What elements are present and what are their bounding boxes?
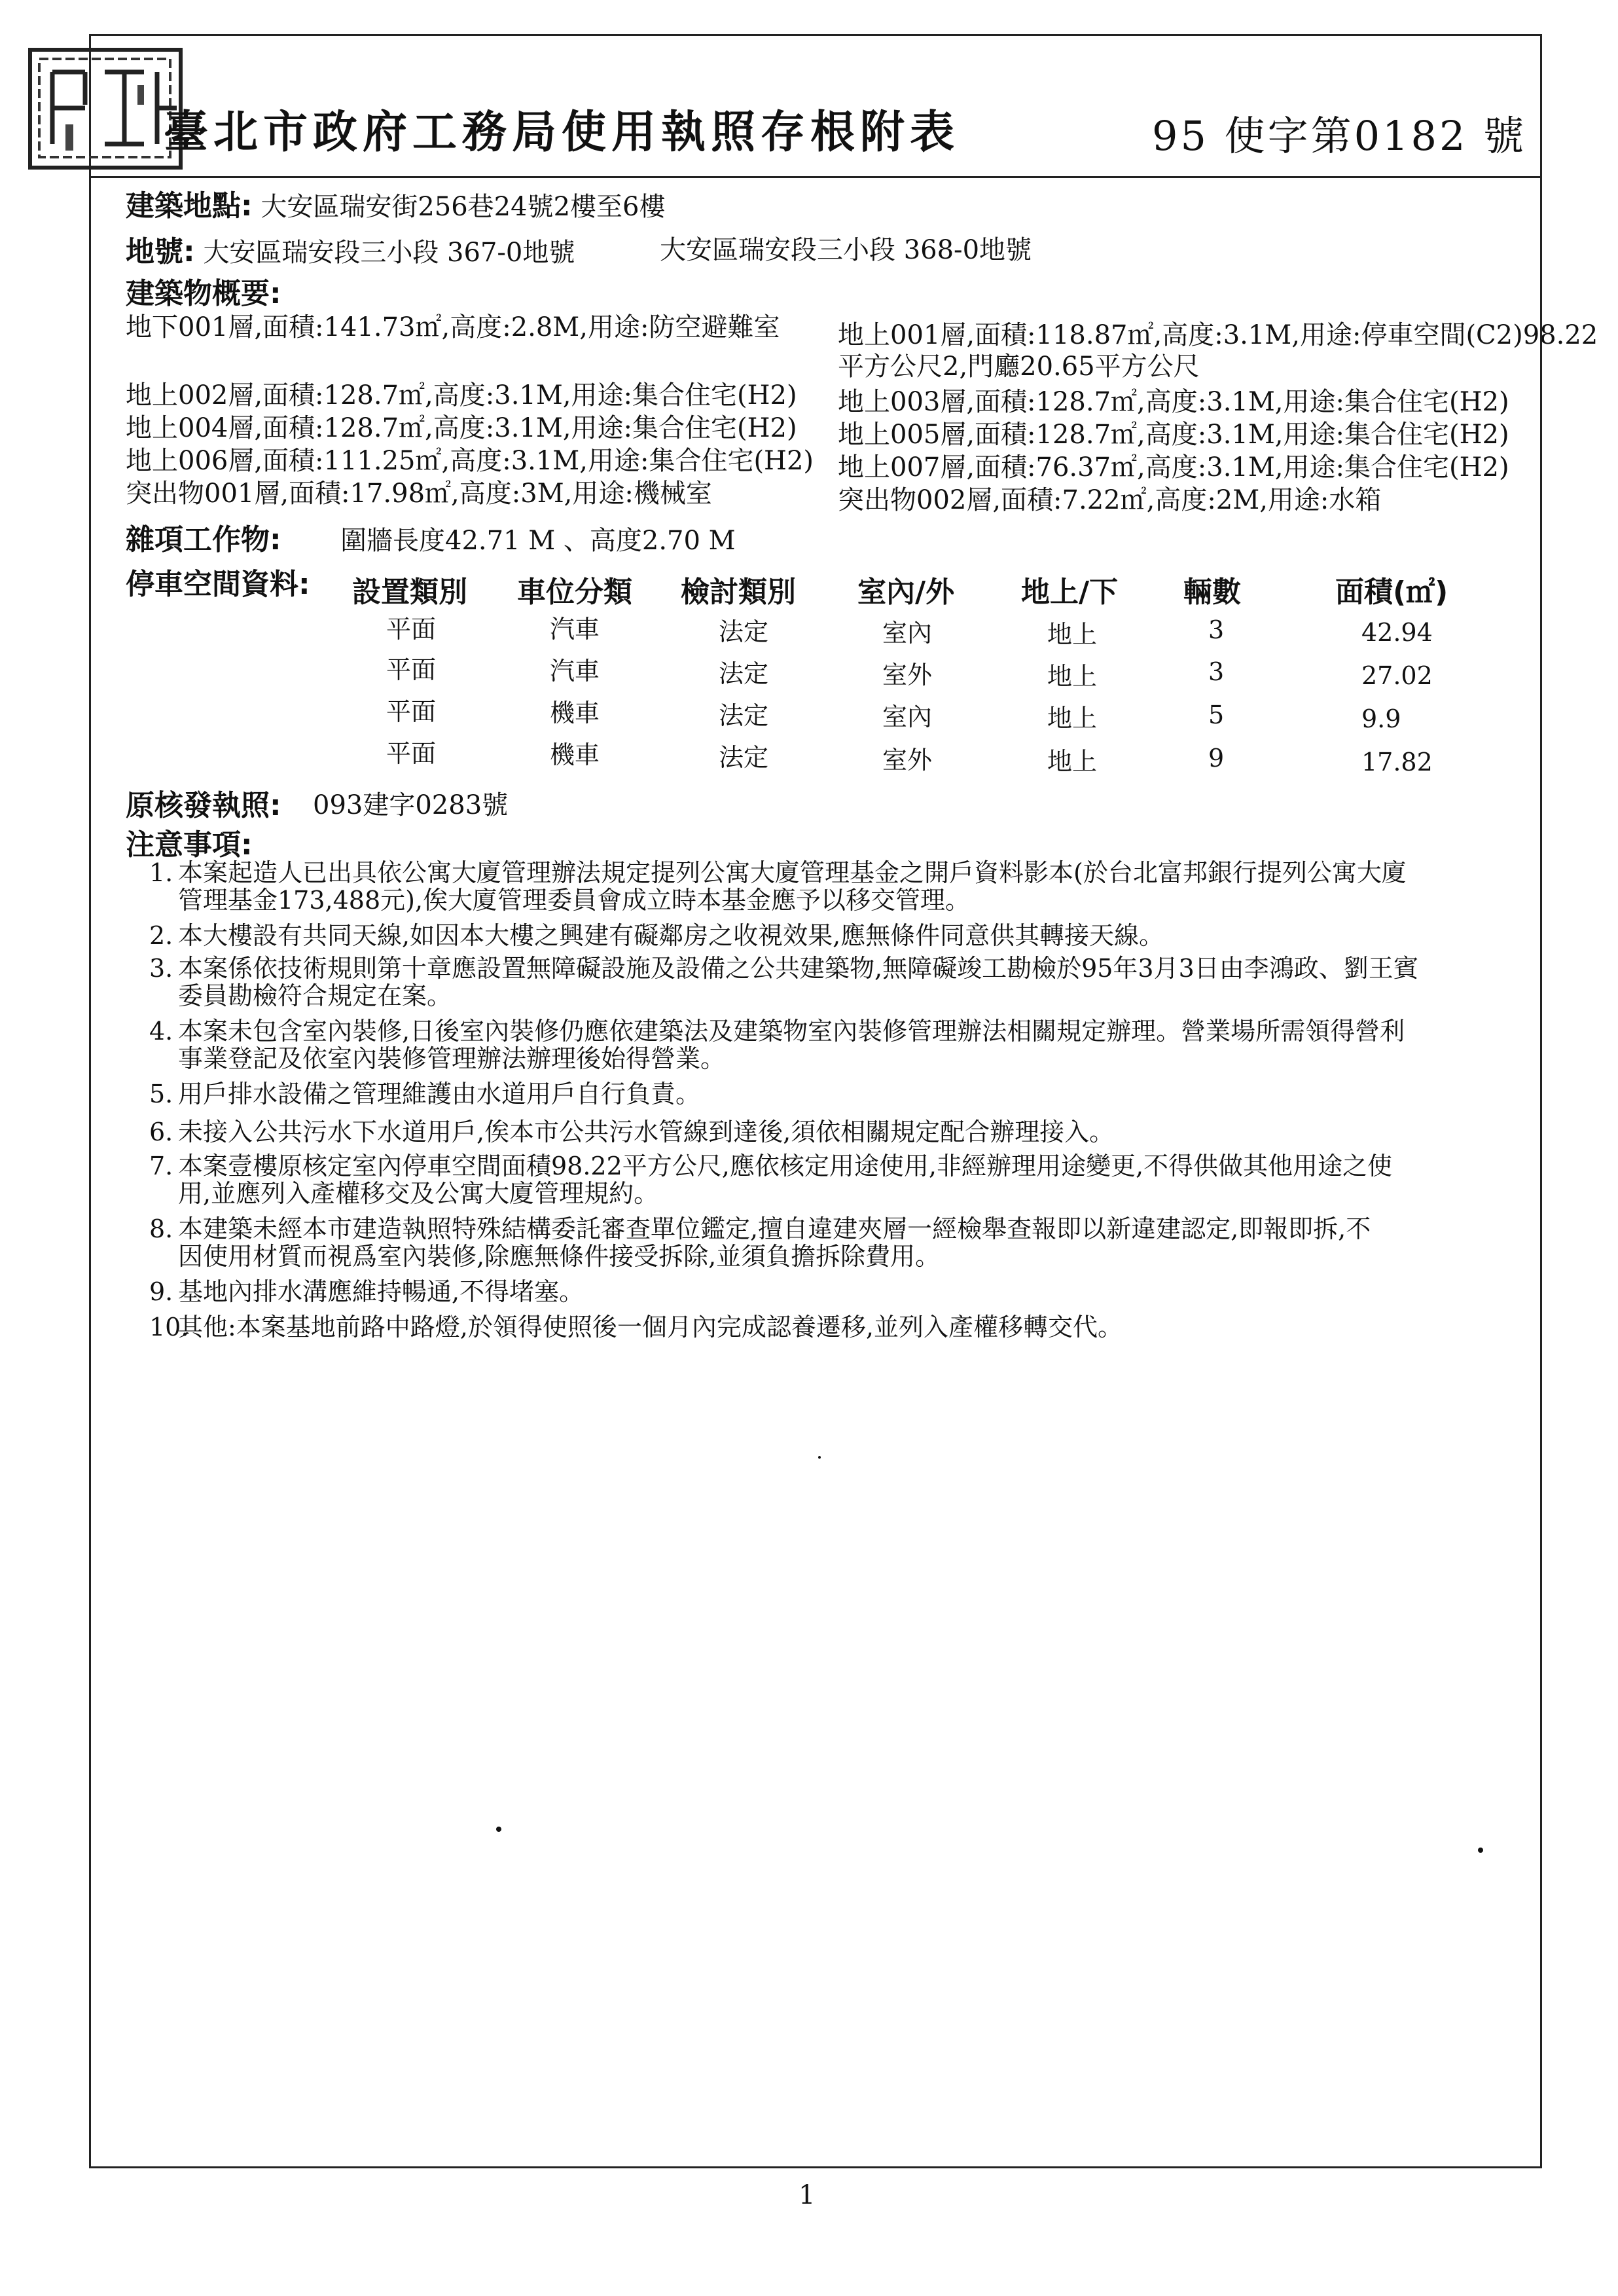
misc-value: 圍牆長度42.71 M 、高度2.70 M xyxy=(340,526,736,556)
table-cell: 法定 xyxy=(719,659,769,688)
note-item xyxy=(149,1152,1550,1207)
note-item xyxy=(149,1080,1550,1108)
note-number: 4. xyxy=(149,1017,173,1046)
note-number: 10. xyxy=(149,1313,189,1341)
table-cell: 9 xyxy=(1208,744,1225,773)
table-cell: 42.94 xyxy=(1361,618,1433,647)
table-cell: 3 xyxy=(1208,615,1225,644)
note-text: 本建築未經本市建造執照特殊結構委託審查單位鑑定,擅自違建夾層一經檢舉查報即以新違建認定,即報即拆,不 xyxy=(178,1214,1371,1243)
note-text: 其他:本案基地前路中路燈,於領得使照後一個月內完成認養遷移,並列入產權移轉交代。 xyxy=(178,1313,1123,1341)
address-label: 建築地點: xyxy=(126,189,253,223)
note-item xyxy=(149,1017,1550,1072)
note-text: 本案未包含室內裝修,日後室內裝修仍應依建築法及建築物室內裝修管理辦法相關規定辦理。營業場所需領得營利 xyxy=(178,1017,1405,1046)
overview-left-item: 地下001層,面積:141.73㎡,高度:2.8M,用途:防空避難室 xyxy=(126,312,780,342)
note-text: 委員勘檢符合規定在案。 xyxy=(178,981,452,1010)
address-line xyxy=(126,182,665,224)
overview-right-item: 地上005層,面積:128.7㎡,高度:3.1M,用途:集合住宅(H2) xyxy=(838,420,1509,450)
note-number: 3. xyxy=(149,954,173,983)
note-item xyxy=(149,1278,1550,1305)
parking-header: 車位分類 xyxy=(517,575,632,609)
original-permit-label: 原核發執照: xyxy=(126,789,281,822)
table-cell: 17.82 xyxy=(1361,748,1433,776)
lot-label: 地號: xyxy=(126,235,195,268)
table-cell: 地上 xyxy=(1047,620,1098,649)
note-item xyxy=(149,922,1550,949)
note-text: 因使用材質而視爲室內裝修,除應無條件接受拆除,並須負擔拆除費用。 xyxy=(178,1242,941,1271)
overview-right-item: 平方公尺2,門廳20.65平方公尺 xyxy=(838,352,1200,382)
parking-header: 設置類別 xyxy=(352,575,467,609)
table-cell: 室外 xyxy=(882,746,933,774)
table-cell: 汽車 xyxy=(550,615,600,644)
overview-left-item: 突出物001層,面積:17.98㎡,高度:3M,用途:機械室 xyxy=(126,479,712,509)
note-text: 本大樓設有共同天線,如因本大樓之興建有礙鄰房之收視效果,應無條件同意供其轉接天線。 xyxy=(178,921,1164,950)
parking-label: 停車空間資料: xyxy=(126,568,310,601)
note-item xyxy=(149,859,1550,914)
note-number: 5. xyxy=(149,1080,173,1108)
note-text: 基地內排水溝應維持暢通,不得堵塞。 xyxy=(178,1277,584,1306)
note-number: 1. xyxy=(149,858,173,887)
table-cell: 室內 xyxy=(882,702,933,731)
table-cell: 地上 xyxy=(1047,704,1098,733)
note-item xyxy=(149,1118,1550,1146)
overview-label: 建築物概要: xyxy=(126,277,281,310)
parking-header: 地上/下 xyxy=(1021,575,1119,609)
table-cell: 27.02 xyxy=(1361,661,1433,690)
table-cell: 室內 xyxy=(882,619,933,647)
table-cell: 平面 xyxy=(386,739,437,768)
note-number: 7. xyxy=(149,1152,173,1180)
note-text: 用,並應列入產權移交及公寓大廈管理規約。 xyxy=(178,1179,659,1208)
note-text: 管理基金173,488元),俟大廈管理委員會成立時本基金應予以移交管理。 xyxy=(178,886,971,915)
lot-value-2: 大安區瑞安段三小段 368-0地號 xyxy=(660,235,1032,265)
parking-header: 檢討類別 xyxy=(681,575,796,609)
table-cell: 機車 xyxy=(550,699,600,727)
table-cell: 汽車 xyxy=(550,657,600,685)
notes-label: 注意事項: xyxy=(126,828,253,862)
note-text: 本案係依技術規則第十章應設置無障礙設施及設備之公共建築物,無障礙竣工勘檢於95年3月3日由李鴻政、劉王賓 xyxy=(178,954,1418,983)
scan-speck xyxy=(818,1456,821,1459)
table-cell: 5 xyxy=(1208,701,1225,729)
overview-right-item: 地上007層,面積:76.37㎡,高度:3.1M,用途:集合住宅(H2) xyxy=(838,452,1509,483)
note-number: 8. xyxy=(149,1214,173,1243)
note-number: 2. xyxy=(149,921,173,950)
table-cell: 平面 xyxy=(386,655,437,684)
misc-label: 雜項工作物: xyxy=(126,523,281,556)
original-permit-value: 093建字0283號 xyxy=(313,790,509,820)
table-cell: 機車 xyxy=(550,740,600,769)
scan-speck xyxy=(1478,1848,1483,1853)
table-cell: 3 xyxy=(1208,657,1225,686)
overview-right-item: 地上001層,面積:118.87㎡,高度:3.1M,用途:停車空間(C2)98.22 xyxy=(838,320,1598,350)
note-text: 未接入公共污水下水道用戶,俟本市公共污水管線到達後,須依相關規定配合辦理接入。 xyxy=(178,1118,1115,1146)
table-cell: 平面 xyxy=(386,615,437,644)
table-cell: 地上 xyxy=(1047,747,1098,776)
note-item xyxy=(149,1215,1550,1270)
table-cell: 9.9 xyxy=(1361,704,1401,733)
overview-right-item: 地上003層,面積:128.7㎡,高度:3.1M,用途:集合住宅(H2) xyxy=(838,387,1509,417)
note-item xyxy=(149,1313,1550,1341)
note-number: 6. xyxy=(149,1118,173,1146)
address-value: 大安區瑞安街256巷24號2樓至6樓 xyxy=(261,192,666,222)
lot-line xyxy=(126,228,575,270)
overview-left-item: 地上004層,面積:128.7㎡,高度:3.1M,用途:集合住宅(H2) xyxy=(126,413,797,443)
table-cell: 法定 xyxy=(719,743,769,772)
overview-left-item: 地上006層,面積:111.25㎡,高度:3.1M,用途:集合住宅(H2) xyxy=(126,446,814,476)
scan-speck xyxy=(496,1827,501,1832)
table-cell: 法定 xyxy=(719,701,769,730)
note-item xyxy=(149,955,1550,1010)
note-text: 用戶排水設備之管理維護由水道用戶自行負責。 xyxy=(178,1080,701,1108)
table-cell: 室外 xyxy=(882,661,933,689)
table-cell: 地上 xyxy=(1047,662,1098,691)
note-text: 本案起造人已出具依公寓大廈管理辦法規定提列公寓大廈管理基金之開戶資料影本(於台北富邦銀行提列公寓大廈 xyxy=(178,858,1407,887)
table-cell: 法定 xyxy=(719,617,769,646)
parking-header: 室內/外 xyxy=(857,575,955,609)
parking-header: 面積(㎡) xyxy=(1335,575,1448,609)
overview-left-item: 地上002層,面積:128.7㎡,高度:3.1M,用途:集合住宅(H2) xyxy=(126,380,797,410)
table-cell: 平面 xyxy=(386,697,437,726)
note-text: 本案壹樓原核定室內停車空間面積98.22平方公尺,應依核定用途使用,非經辦理用途變更,不得供做其他用途之使 xyxy=(178,1152,1393,1180)
note-text: 事業登記及依室內裝修管理辦法辦理後始得營業。 xyxy=(178,1044,726,1073)
page-number: 1 xyxy=(799,2180,816,2210)
lot-value-1: 大安區瑞安段三小段 367-0地號 xyxy=(203,238,575,268)
note-number: 9. xyxy=(149,1277,173,1306)
page-title: 臺北市政府工務局使用執照存根附表 xyxy=(164,107,960,158)
permit-number: 95 使字第0182 號 xyxy=(1152,112,1527,160)
overview-right-item: 突出物002層,面積:7.22㎡,高度:2M,用途:水箱 xyxy=(838,485,1382,515)
parking-header: 輛數 xyxy=(1183,575,1241,609)
